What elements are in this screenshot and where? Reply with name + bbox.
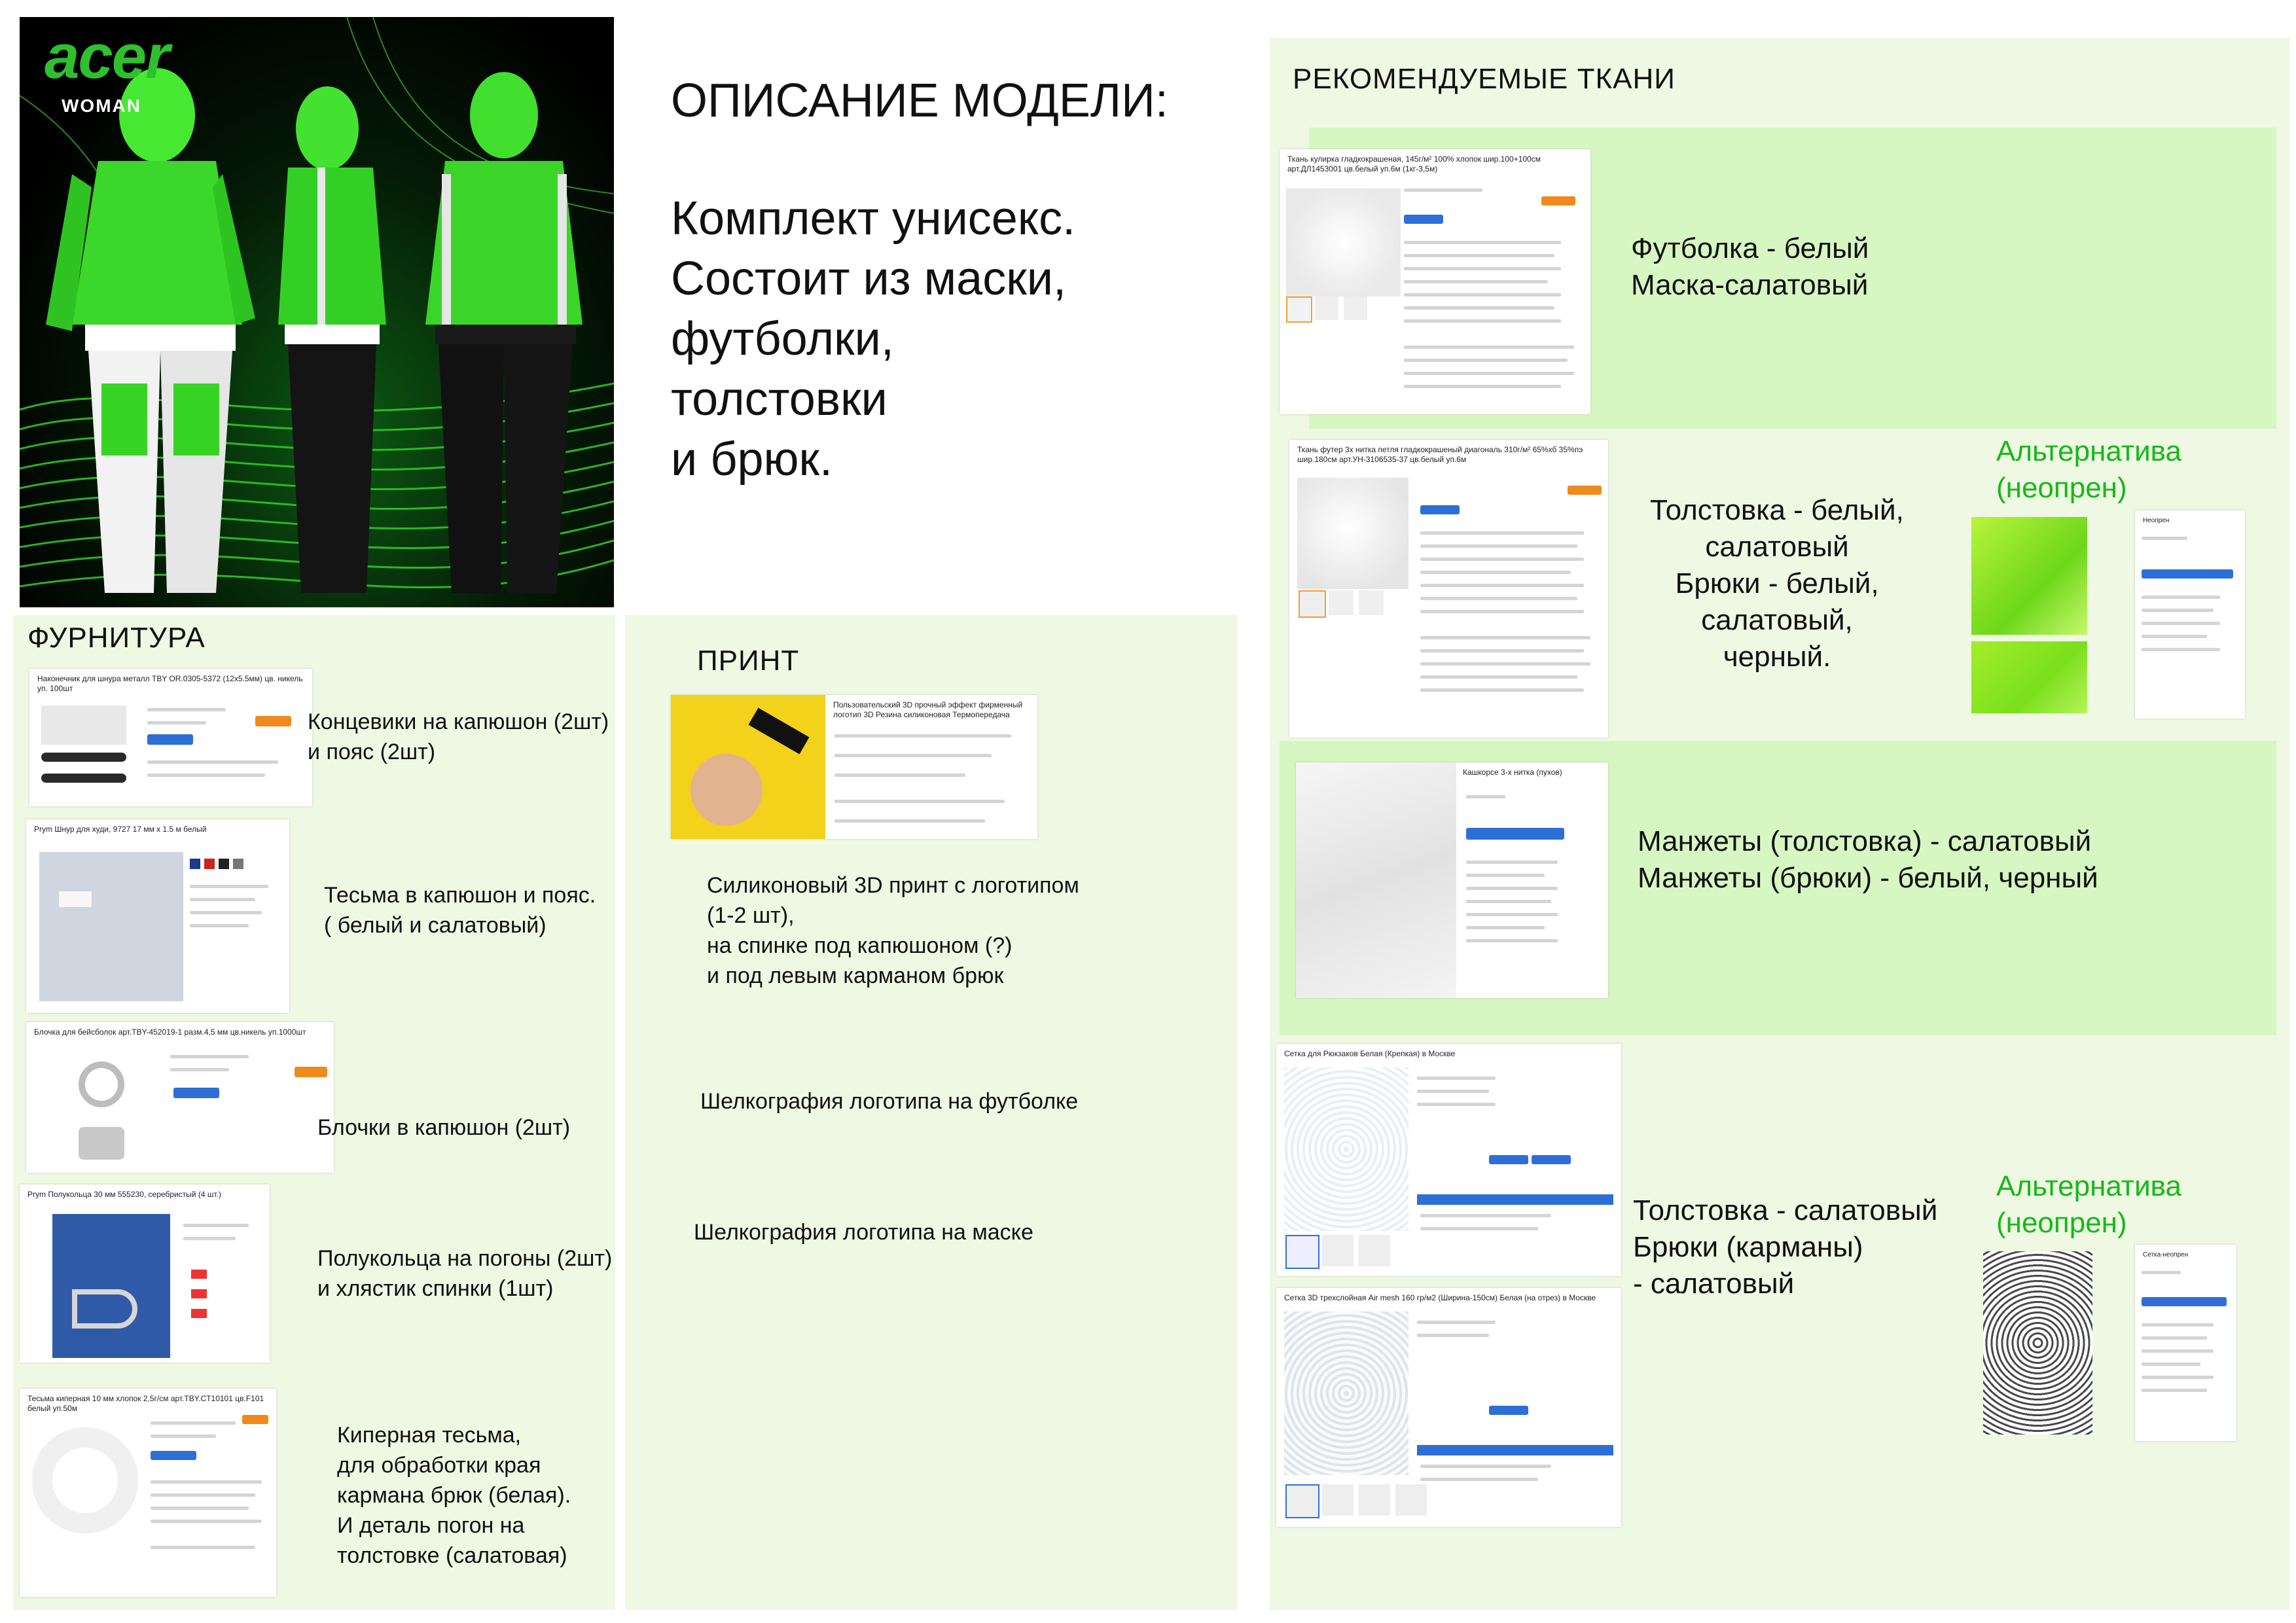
furnitura-card-drings xyxy=(20,1185,270,1363)
fabric-label-hoodie-pants: Толстовка - белый, салатовый Брюки - белый, салатовый, черный. xyxy=(1650,494,1904,673)
neoprene-mesh-photo xyxy=(1983,1251,2092,1435)
cord-photo xyxy=(41,753,126,762)
print-item-mask: Шелкография логотипа на маске xyxy=(694,1220,1033,1245)
prym-package-photo xyxy=(39,852,183,1001)
model-description: Комплект унисекс. Состоит из маски, футболки, толстовки и брюк. xyxy=(671,192,1076,486)
fabric-photo xyxy=(1296,762,1456,998)
print-item-tshirt: Шелкография логотипа на футболке xyxy=(700,1089,1079,1114)
eyelet-photo xyxy=(79,1127,124,1160)
model-front-figure xyxy=(46,68,255,593)
card-title: Prym Полукольца 30 мм 555230, серебристый (4 шт.) xyxy=(27,1190,221,1199)
fabric-card-airmesh xyxy=(1276,1288,1621,1527)
card-title: Ткань футер 3х нитка петля гладкокрашеный диагональ 310г/м² 65%хб 35%пэ шир.180см арт.УН-3106535-37 цв.белый уп.6м xyxy=(1297,445,1583,464)
furnitura-label-twill-tape: Киперная тесьма, для обработки края кармана брюк (белая). И деталь погон на толстовке (салатовая) xyxy=(337,1423,571,1568)
airmesh-photo xyxy=(1284,1311,1408,1475)
card-title: Тесьма киперная 10 мм хлопок 2,5г/см арт.TBY.CT10101 цв.F101 белый уп.50м xyxy=(27,1394,264,1413)
fabric-photo xyxy=(1297,478,1408,589)
furnitura-card-eyelets xyxy=(26,1022,334,1173)
fabric-photo xyxy=(1286,188,1401,296)
cart-button xyxy=(295,1067,327,1077)
aglet-photo xyxy=(41,705,126,745)
card-title: Пользовательский 3D прочный эффект фирменный логотип 3D Резина силиконовая Термопередача xyxy=(833,700,1023,719)
woman-label: WOMAN xyxy=(62,96,141,116)
furnitura-label-aglets: Концевики на капюшон (2шт) и пояс (2шт) xyxy=(308,709,609,764)
card-title: Сетка 3D трехслойная Air mesh 160 гр/м2 (Ширина-150см) Белая (на отрез) в Москве xyxy=(1284,1293,1596,1302)
card-title: Сетка для Рюкзаков Белая (Крепкая) в Москве xyxy=(1284,1049,1456,1058)
eyelet-photo xyxy=(79,1061,124,1107)
print-heading: ПРИНТ xyxy=(697,645,800,677)
print-item-silicone: Силиконовый 3D принт с логотипом (1-2 шт), на спинке под капюшоном (?) и под левым карманом брюк xyxy=(707,873,1079,988)
alternative-card-neoprene xyxy=(2135,510,2245,719)
furnitura-card-aglets xyxy=(29,669,312,806)
cord-photo xyxy=(41,774,126,783)
furnitura-label-drings: Полукольца на погоны (2шт) и хлястик спинки (1шт) xyxy=(317,1246,613,1301)
fabric-label-mesh: Толстовка - салатовый Брюки (карманы) - салатовый xyxy=(1633,1194,1938,1300)
mesh-photo xyxy=(1284,1067,1408,1231)
alternative-label-2: Альтернатива (неопрен) xyxy=(1996,1170,2181,1239)
alternative-card-mesh-neoprene xyxy=(2135,1245,2236,1441)
furnitura-heading: ФУРНИТУРА xyxy=(27,622,206,654)
buy-button xyxy=(147,734,193,745)
card-title: Блочка для бейсболок арт.TBY-452019-1 разм.4,5 мм цв.никель уп.1000шт xyxy=(34,1027,306,1037)
card-title: Кашкорсе 3-х нитка (пухов) xyxy=(1463,768,1562,777)
model-back-figure xyxy=(425,72,583,593)
fabric-card-kulirka xyxy=(1280,149,1590,414)
card-title: Ткань кулирка гладкокрашеная, 145г/м² 100% хлопок шир.100+100см арт.ДЛ1453001 цв.белый уп.6м (1кг-3,5м) xyxy=(1287,154,1541,173)
tape-roll-photo xyxy=(33,1428,137,1533)
fabric-label-cuffs: Манжеты (толстовка) - салатовый Манжеты (брюки) - белый, черный xyxy=(1638,825,2098,894)
fabric-label-tshirt-mask: Футболка - белый Маска-салатовый xyxy=(1631,232,1869,301)
fabric-card-futer xyxy=(1289,440,1608,738)
buy-button xyxy=(173,1088,219,1098)
model-heading: ОПИСАНИЕ МОДЕЛИ: xyxy=(671,75,1168,127)
fabric-card-kashkorse xyxy=(1296,762,1608,998)
acer-logo: acer xyxy=(45,22,169,92)
neoprene-photo xyxy=(1971,641,2087,713)
model-side-figure xyxy=(278,86,386,593)
cart-button xyxy=(255,716,291,726)
furnitura-card-twill-tape xyxy=(20,1389,276,1597)
furnitura-label-cord: Тесьма в капюшон и пояс. ( белый и салатовый) xyxy=(324,883,596,938)
card-title: Prym Шнур для худи, 9727 17 мм х 1.5 м белый xyxy=(34,825,207,834)
card-title: Наконечник для шнура металл TBY OR.0305-5372 (12х5.5мм) цв. никель уп. 100шт xyxy=(37,674,303,693)
alternative-label-1: Альтернатива (неопрен) xyxy=(1996,435,2181,504)
hero-image xyxy=(20,17,614,607)
fabrics-heading: РЕКОМЕНДУЕМЫЕ ТКАНИ xyxy=(1293,63,1676,95)
fabric-card-mesh xyxy=(1276,1044,1621,1276)
furnitura-card-cord xyxy=(26,819,289,1013)
neoprene-photo xyxy=(1971,517,2087,635)
card-title: Неопрен xyxy=(2143,517,2170,524)
furnitura-label-eyelets: Блочки в капюшон (2шт) xyxy=(317,1115,571,1140)
card-title: Сетка-неопрен xyxy=(2143,1251,2189,1258)
prym-drings-photo xyxy=(52,1214,170,1358)
print-card xyxy=(671,695,1037,839)
